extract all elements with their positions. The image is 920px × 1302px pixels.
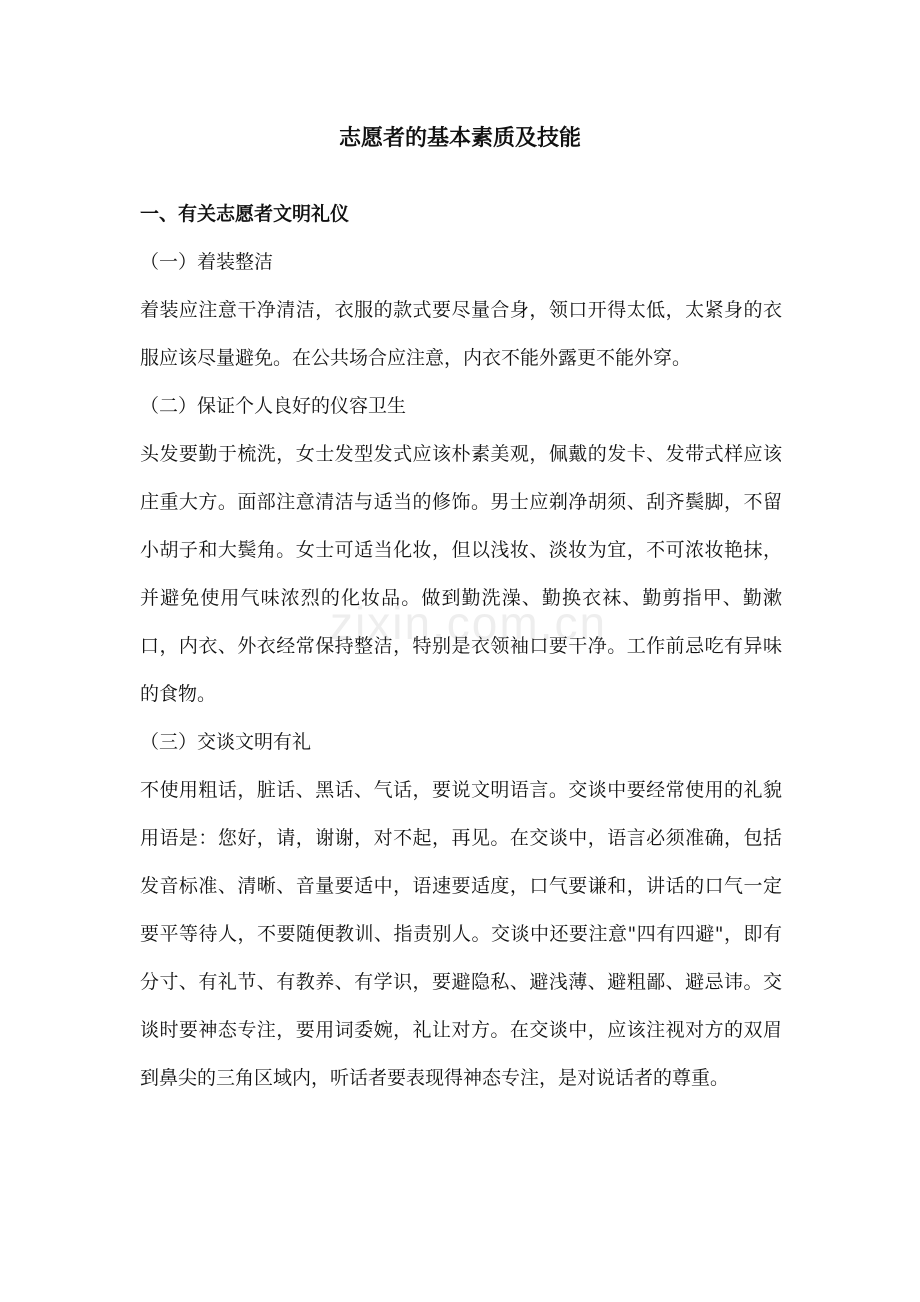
paragraph-dress: 着装应注意干净清洁，衣服的款式要尽量合身，领口开得太低，太紧身的衣服应该尽量避免。在公共场合应注意，内衣不能外露更不能外穿。	[140, 299, 782, 369]
document-body	[140, 190, 782, 1102]
subsection-heading-hygiene: （二）保证个人良好的仪容卫生	[140, 395, 407, 417]
watermark: zixin.com.cn	[330, 597, 608, 649]
paragraph-hygiene: 头发要勤于梳洗，女士发型发式应该朴素美观，佩戴的发卡、发带式样应该庄重大方。面部注意清洁与适当的修饰。男士应剃净胡须、刮齐鬓脚，不留小胡子和大鬓角。女士可适当化妆，但以浅妆、淡妆为宜，不可浓妆艳抹，并避免使用气味浓烈的化妆品。做到勤洗澡、勤换衣袜、勤剪指甲、勤漱口，内衣、外衣经常保持整洁，特别是衣领袖口要干净。工作前忌吃有异味的食物。	[140, 443, 782, 705]
subsection-heading-dress: （一）着装整洁	[140, 251, 274, 273]
section-heading: 一、有关志愿者文明礼仪	[140, 203, 350, 225]
subsection-heading-conversation: （三）交谈文明有礼	[140, 731, 312, 753]
document-title: 志愿者的基本素质及技能	[338, 125, 581, 151]
paragraph-conversation: 不使用粗话，脏话、黑话、气话，要说文明语言。交谈中要经常使用的礼貌用语是：您好，请，谢谢，对不起，再见。在交谈中，语言必须准确，包括发音标准、清晰、音量要适中，语速要适度，口气要谦和，讲话的口气一定要平等待人，不要随便教训、指责别人。交谈中还要注意"四有四避"，即有分寸、有礼节、有教养、有学识，要避隐私、避浅薄、避粗鄙、避忌讳。交谈时要神态专注，要用词委婉，礼让对方。在交谈中，应该注视对方的双眉到鼻尖的三角区域内，听话者要表现得神态专注，是对说话者的尊重。	[140, 779, 782, 1089]
